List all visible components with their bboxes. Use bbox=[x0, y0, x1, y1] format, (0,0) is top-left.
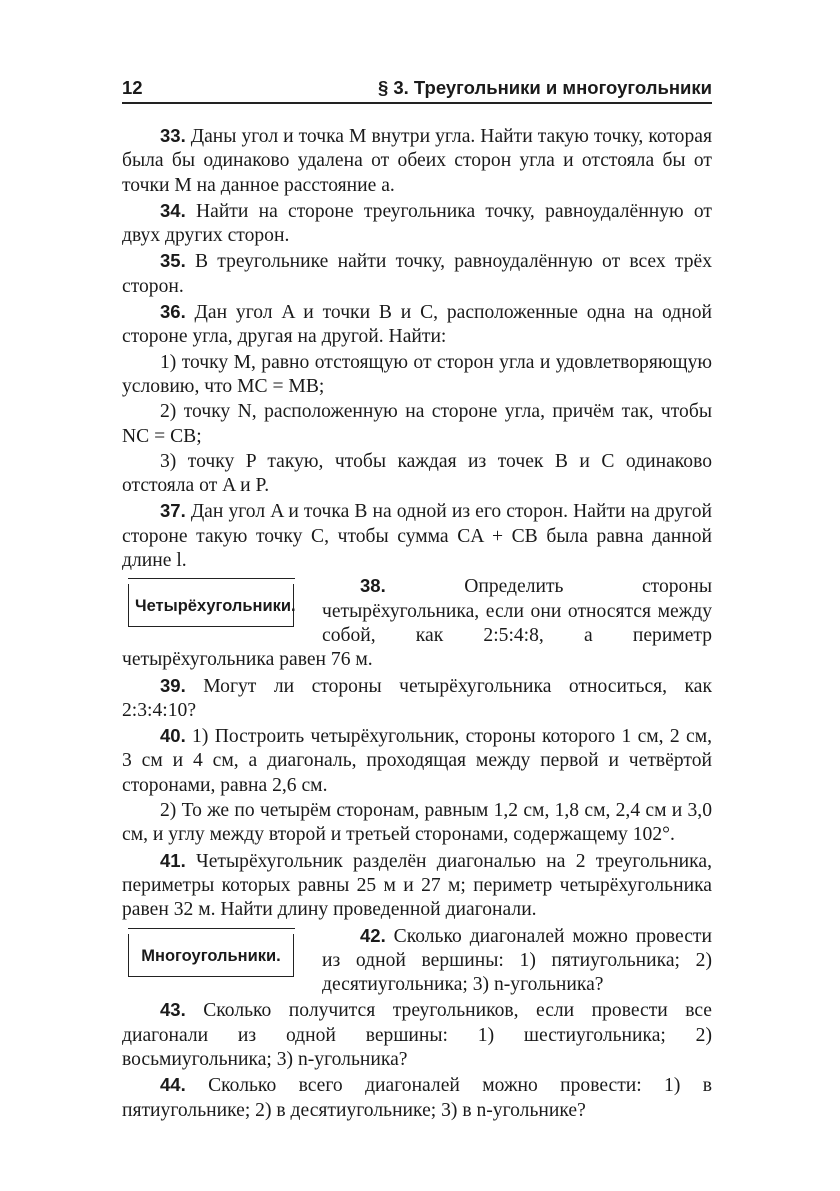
problem-text: Найти на стороне треугольника точку, равноудалённую от двух других сторон. bbox=[122, 200, 712, 247]
problem-35 bbox=[122, 249, 712, 299]
problem-40 bbox=[122, 724, 712, 798]
problem-39 bbox=[122, 674, 712, 724]
problem-number: 38. bbox=[360, 575, 386, 597]
problem-text: Сколько всего диагоналей можно провести: 1) в пятиугольнике; 2) в десятиугольнике; 3) в n-угольнике? bbox=[122, 1075, 712, 1121]
problem-number: 34. bbox=[160, 199, 186, 221]
problem-text: Дан угол A и точки B и C, расположенные одна на одной стороне угла, другая на другой. Найти: bbox=[122, 302, 712, 348]
problem-34 bbox=[122, 199, 712, 249]
problem-number: 37. bbox=[160, 500, 186, 522]
problem-33 bbox=[122, 124, 712, 198]
problem-44 bbox=[122, 1073, 712, 1123]
problem-43 bbox=[122, 998, 712, 1072]
problem-text: В треугольнике найти точку, равноудалённую от всех трёх сторон. bbox=[122, 251, 712, 297]
problem-text: Четырёхугольник разделён диагональю на 2 треугольника, периметры которых равны 25 м и 27 м; периметр четырёхугольника равен 32 м. Найти длину проведенной диагонали. bbox=[122, 850, 712, 921]
problem-text: 1) Построить четырёхугольник, стороны которого 1 см, 2 см, 3 см и 4 см, а диагональ, проходящая между первой и четвёртой сторонами, равна 2,6 см. bbox=[122, 726, 712, 796]
problem-number: 44. bbox=[160, 1074, 186, 1096]
problem-number: 43. bbox=[160, 999, 186, 1021]
page-number: 12 bbox=[122, 77, 143, 98]
problem-number: 41. bbox=[160, 849, 186, 871]
problem-text: Могут ли стороны четырёхугольника относиться, как 2:3:4:10? bbox=[122, 675, 712, 721]
page-body bbox=[122, 124, 712, 1124]
problem-36-part-2: 2) точку N, расположенную на стороне угла, причём так, чтобы NC = CB; bbox=[122, 401, 712, 447]
problem-number: 33. bbox=[160, 125, 186, 146]
problem-number: 35. bbox=[160, 250, 186, 272]
problem-text: Дан угол A и точка B на одной из его сторон. Найти на другой стороне такую точку C, чтобы сумма CA + CB была равна данной длине l. bbox=[122, 501, 712, 572]
page-header bbox=[122, 74, 712, 104]
problem-36-part-1: 1) точку M, равно отстоящую от сторон угла и удовлетворяющую условию, что MC = MB; bbox=[122, 351, 712, 397]
side-label-quadrilaterals: Четырёхугольники. bbox=[128, 584, 294, 627]
problem-37 bbox=[122, 499, 712, 573]
problem-text: Сколько диагоналей можно провести из одной вершины: 1) пятиугольника; 2) десятиугольника; 3) n-угольника? bbox=[322, 925, 712, 996]
section-title: § 3. Треугольники и многоугольники bbox=[377, 77, 712, 98]
problem-number: 39. bbox=[160, 674, 186, 696]
problem-text: Даны угол и точка M внутри угла. Найти такую точку, которая была бы одинаково удалена от обеих сторон угла и отстояла бы от точки M на данное расстояние a. bbox=[122, 126, 712, 196]
problem-36 bbox=[122, 300, 712, 350]
problem-text: Определить стороны четырёхугольника, если они относятся между собой, как 2:5:4:8, а периметр четырёхугольника равен 76 м. bbox=[122, 576, 712, 671]
problem-40-part-2: 2) То же по четырём сторонам, равным 1,2 см, 1,8 см, 2,4 см и 3,0 см, и углу между второй и третьей сторонами, содержащему 102°. bbox=[122, 800, 712, 846]
problem-36-part-3: 3) точку P такую, чтобы каждая из точек B и C одинаково отстояла от A и P. bbox=[122, 450, 712, 497]
problem-number: 40. bbox=[160, 725, 186, 747]
problem-number: 42. bbox=[360, 924, 386, 946]
side-label-polygons: Многоугольники. bbox=[128, 934, 294, 977]
problem-41 bbox=[122, 849, 712, 923]
problem-number: 36. bbox=[160, 301, 186, 323]
problem-text: Сколько получится треугольников, если провести все диагонали из одной вершины: 1) шестиугольника; 2) восьмиугольника; 3) n-угольника? bbox=[122, 1000, 713, 1070]
